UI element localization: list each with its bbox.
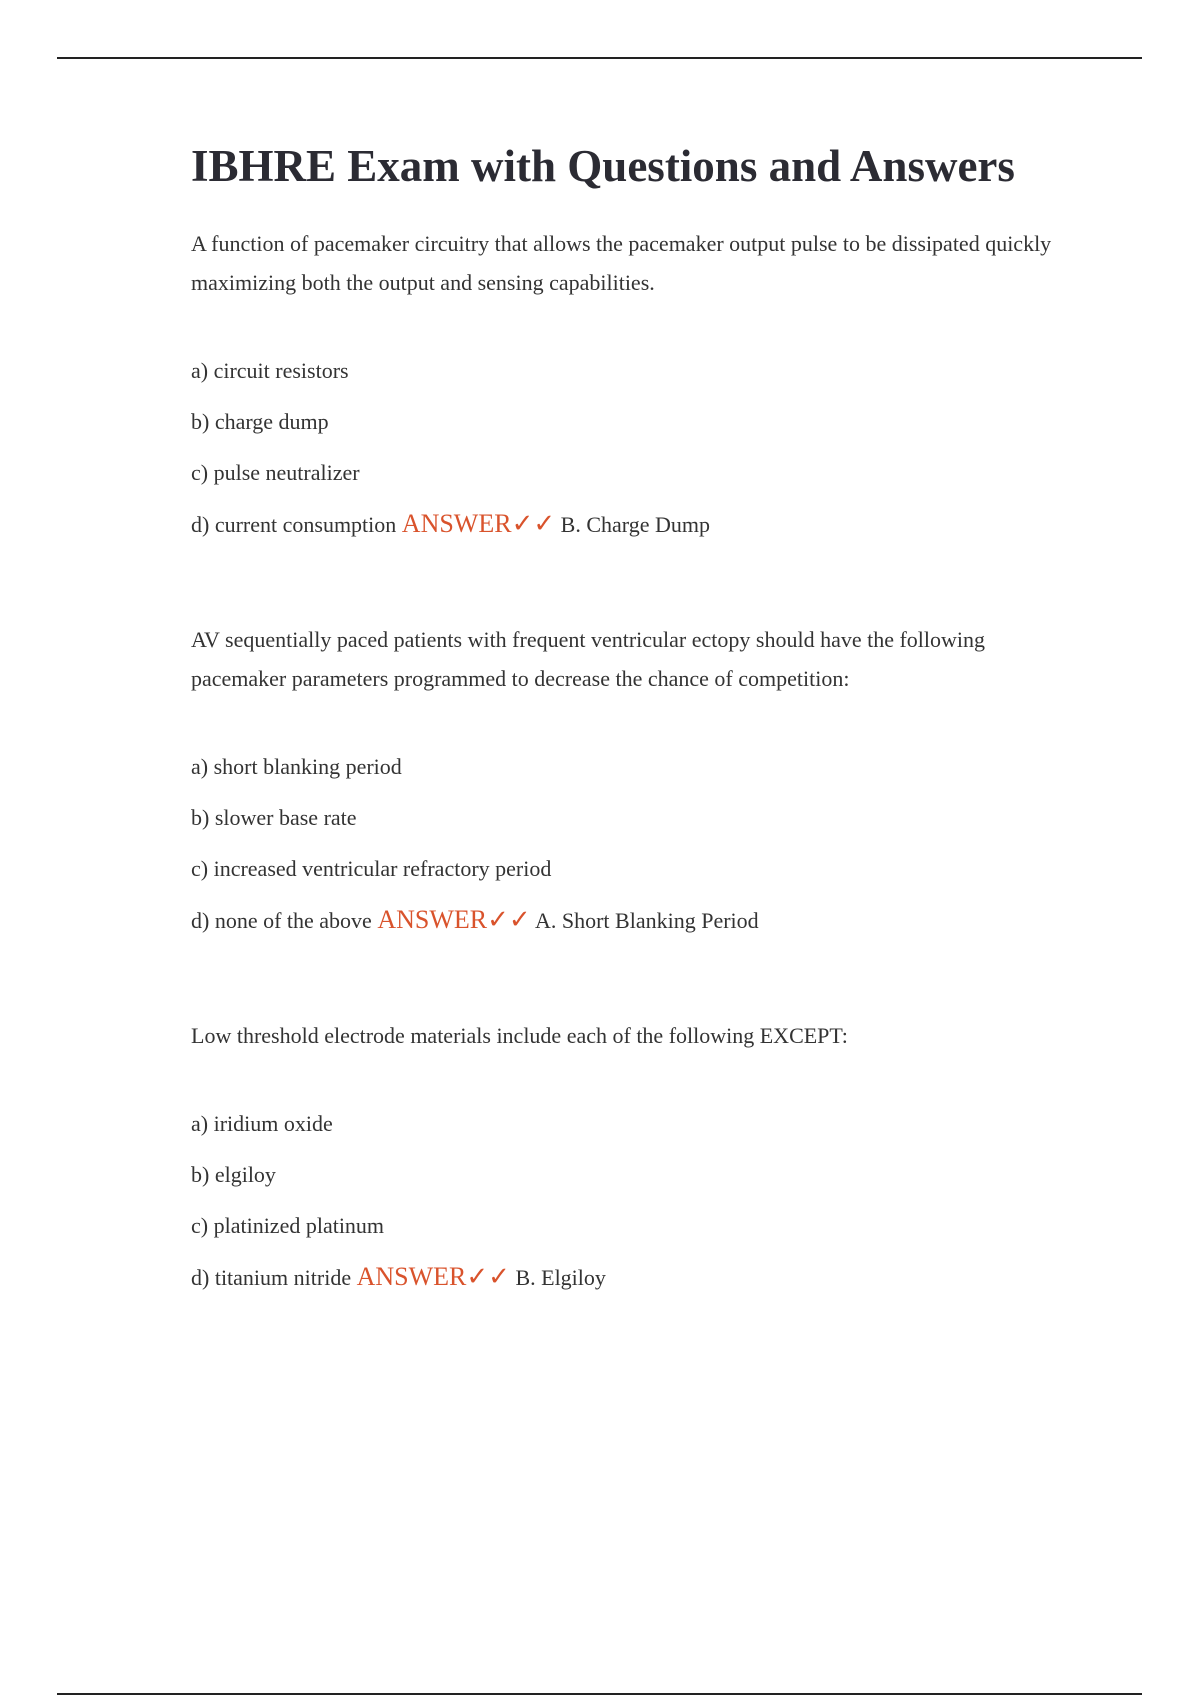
document-title: IBHRE Exam with Questions and Answers — [191, 141, 1015, 191]
option-c: c) platinized platinum — [191, 1213, 385, 1238]
question-stem: Low threshold electrode materials include each of the following EXCEPT: — [191, 1023, 848, 1048]
answer-text: B. Charge Dump — [560, 512, 710, 537]
option-a: a) iridium oxide — [191, 1111, 333, 1136]
answer-text: B. Elgiloy — [515, 1265, 606, 1290]
option-b: b) elgiloy — [191, 1162, 276, 1187]
answer-text: A. Short Blanking Period — [534, 908, 759, 933]
document-body — [191, 136, 1071, 1373]
bottom-rule — [57, 1693, 1142, 1695]
question-3 — [191, 1016, 1071, 1291]
option-c: c) increased ventricular refractory period — [191, 856, 552, 881]
option-d: d) none of the above — [191, 908, 372, 933]
question-stem: AV sequentially paced patients with frequent ventricular ectopy should have the following pacemaker parameters programmed to decrease the chance of competition: — [191, 627, 986, 691]
option-d: d) current consumption — [191, 512, 397, 537]
option-b: b) slower base rate — [191, 805, 357, 830]
answer-marker: ANSWER✓✓ — [377, 905, 531, 934]
question-stem: A function of pacemaker circuitry that allows the pacemaker output pulse to be dissipated quickly maximizing both the output and sensing capabilities. — [191, 231, 1052, 295]
option-a: a) circuit resistors — [191, 358, 349, 383]
answer-marker: ANSWER✓✓ — [401, 509, 556, 538]
answer-marker: ANSWER✓✓ — [356, 1262, 510, 1291]
option-d-with-answer — [191, 511, 1071, 538]
option-c: c) pulse neutralizer — [191, 460, 360, 485]
question-1 — [191, 224, 1071, 538]
option-a: a) short blanking period — [191, 754, 402, 779]
question-2 — [191, 620, 1071, 934]
option-d-with-answer — [191, 907, 1071, 934]
option-b: b) charge dump — [191, 409, 329, 434]
option-d-with-answer — [191, 1264, 1071, 1291]
option-d: d) titanium nitride — [191, 1265, 352, 1290]
top-rule — [57, 57, 1142, 59]
